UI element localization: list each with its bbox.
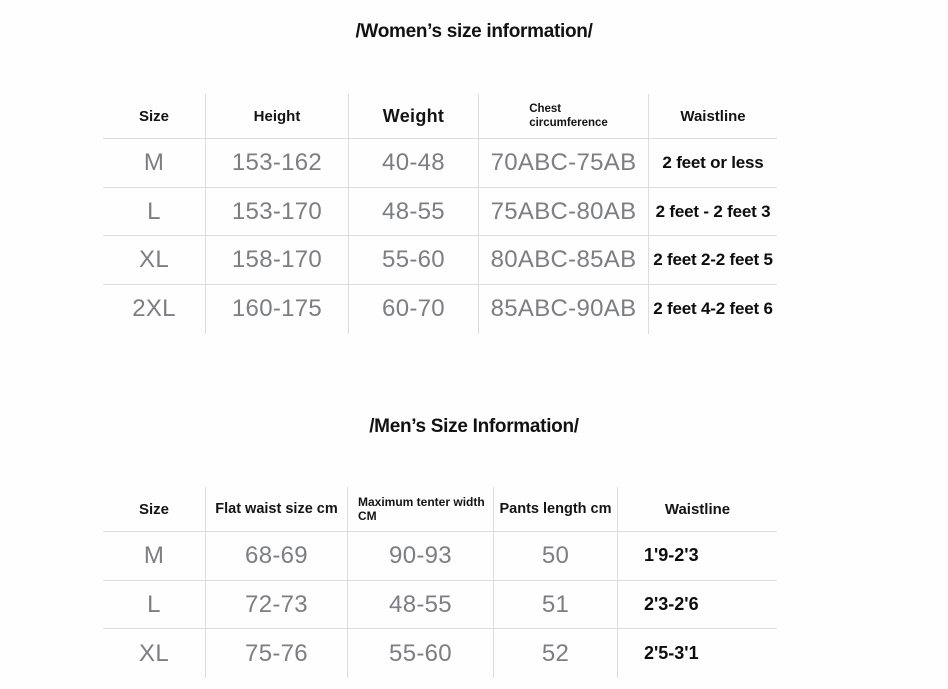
men-header-max-tenter-width: [347, 487, 493, 532]
women-row-m-weight: 40-48: [348, 139, 478, 188]
men-row-l-waistline: 2'3-2'6: [617, 581, 777, 630]
women-row-2xl-chest: 85ABC-90AB: [478, 285, 648, 334]
men-row-m-waistline: 1'9-2'3: [617, 532, 777, 581]
men-header-flat-waist: Flat waist size cm: [205, 487, 347, 532]
men-row-l-flat-waist: 72-73: [205, 581, 347, 630]
men-row-xl-size: XL: [139, 639, 169, 667]
women-row-m-chest: 70ABC-75AB: [478, 139, 648, 188]
women-header-chest-circumference: [478, 94, 648, 139]
women-row-xl-height: 158-170: [205, 236, 348, 285]
women-row-m-waistline: 2 feet or less: [648, 139, 777, 188]
women-row-l-height: 153-170: [205, 188, 348, 237]
women-row-2xl-weight: 60-70: [348, 285, 478, 334]
women-row-l-size: L: [103, 188, 205, 237]
men-row-l-size: L: [103, 581, 205, 630]
men-header-max-width-line2: CM: [358, 509, 377, 523]
women-header-chest-line1: Chest: [529, 103, 562, 115]
women-header-chest-line2: circumference: [529, 117, 608, 129]
women-header-height: Height: [205, 94, 348, 139]
women-row-l-waistline: 2 feet - 2 feet 3: [648, 188, 777, 237]
men-header-size: Size: [103, 487, 205, 532]
women-size-title: /Women’s size information/: [355, 21, 593, 42]
men-row-m-pants-length: 50: [493, 532, 617, 581]
men-row-xl-waistline: 2'5-3'1: [617, 629, 777, 678]
men-header-waistline: Waistline: [617, 487, 777, 532]
men-row-xl-max-width: 55-60: [347, 629, 493, 678]
women-size-table: [103, 94, 777, 334]
men-row-l-pants-length: 51: [493, 581, 617, 630]
men-header-max-width-line1: Maximum tenter width: [358, 495, 485, 509]
men-header-pants-length: Pants length cm: [493, 487, 617, 532]
women-row-2xl-height: 160-175: [205, 285, 348, 334]
women-header-size: Size: [103, 94, 205, 139]
men-row-xl-flat-waist: 75-76: [205, 629, 347, 678]
women-row-2xl-waistline: 2 feet 4-2 feet 6: [648, 285, 777, 334]
women-header-waistline: Waistline: [648, 94, 777, 139]
women-row-m-size: M: [103, 139, 205, 188]
men-row-m-size: M: [103, 532, 205, 581]
women-row-xl-weight: 55-60: [348, 236, 478, 285]
men-size-title: /Men’s Size Information/: [369, 416, 579, 437]
men-row-xl-pants-length: 52: [493, 629, 617, 678]
women-row-m-height: 153-162: [205, 139, 348, 188]
women-row-l-weight: 48-55: [348, 188, 478, 237]
women-row-xl-size: XL: [103, 236, 205, 285]
women-header-weight: Weight: [348, 94, 478, 139]
men-row-m-flat-waist: 68-69: [205, 532, 347, 581]
men-row-l-max-width: 48-55: [347, 581, 493, 630]
women-row-l-chest: 75ABC-80AB: [478, 188, 648, 237]
men-size-table: [103, 487, 777, 678]
men-row-m-max-width: 90-93: [347, 532, 493, 581]
women-row-xl-chest: 80ABC-85AB: [478, 236, 648, 285]
women-row-2xl-size: 2XL: [132, 295, 176, 323]
women-row-xl-waistline: 2 feet 2-2 feet 5: [648, 236, 777, 285]
